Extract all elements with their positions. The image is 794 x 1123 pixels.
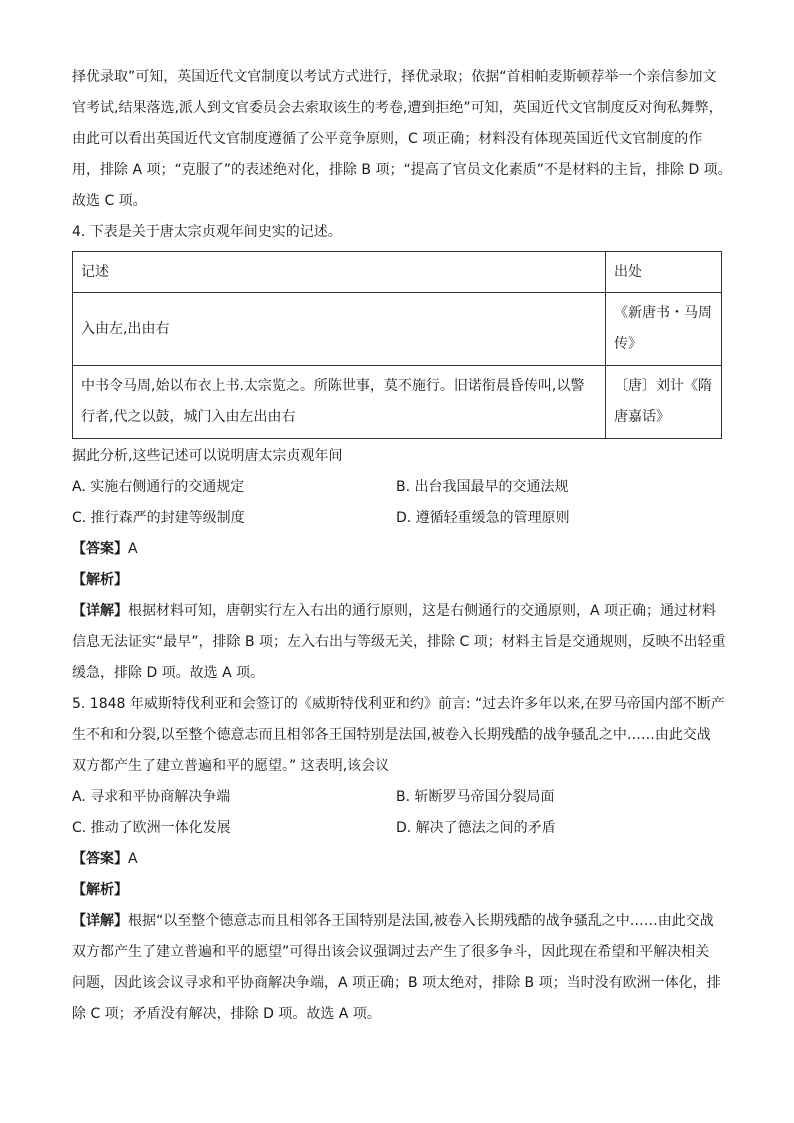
intro-explanation bbox=[72, 62, 732, 217]
text-line bbox=[72, 596, 722, 627]
answer-value: A bbox=[128, 851, 138, 867]
text-line: 用，排除 A 项；“克服了”的表述绝对化，排除 B 项；“提高了官员文化素质”不是材料的主旨，排除 D 项。 bbox=[72, 162, 732, 178]
table-header-cell: 记述 bbox=[73, 252, 606, 293]
cell-line: 入由左,出由右 bbox=[81, 320, 170, 337]
table-header-cell: 出处 bbox=[606, 252, 722, 293]
records-table bbox=[72, 251, 722, 439]
options-row bbox=[72, 782, 722, 813]
options-row bbox=[72, 503, 722, 534]
table-row bbox=[73, 293, 722, 366]
text-line: 5. 1848 年威斯特伐利亚和会签订的《威斯特伐利亚和约》前言: “过去许多年以来,在罗马帝国内部不断产 bbox=[72, 696, 725, 712]
option-b: B. 出台我国最早的交通法规 bbox=[396, 479, 569, 495]
cell-line: 〔唐〕刘计《隋 bbox=[614, 378, 712, 394]
question-4-prompt: 据此分析,这些记述可以说明唐太宗贞观年间 bbox=[72, 448, 343, 464]
cell-line: 中书令马周,始以布衣上书.太宗览之。所陈世事，莫不施行。旧诺衔晨昏传叫,以警 bbox=[81, 378, 585, 394]
table-cell-source bbox=[606, 366, 722, 439]
table-cell-source bbox=[606, 293, 722, 366]
table-header-row bbox=[73, 252, 722, 293]
analysis-label-text: 【解析】 bbox=[72, 572, 128, 588]
text-line: 缓急，排除 D 项。故选 A 项。 bbox=[72, 665, 265, 681]
text-line bbox=[72, 906, 722, 937]
answer-label: 【答案】 bbox=[72, 851, 128, 867]
text-line: 由此可以看出英国近代文官制度遵循了公平竞争原则，C 项正确；材料没有体现英国近代文官制度的作 bbox=[72, 131, 703, 147]
detail-text: 根据材料可知，唐朝实行左入右出的通行原则，这是右侧通行的交通原则，A 项正确；通过材料 bbox=[128, 603, 717, 619]
question-4-stem: 4. 下表是关于唐太宗贞观年间史实的记述。 bbox=[72, 224, 342, 240]
detail-text: 根据“以至整个德意志而且相邻各王国特别是法国,被卷入长期残酷的战争骚乱之中……由此交战 bbox=[128, 913, 714, 929]
text-line: 官考试,结果落选,派人到文官委员会去索取该生的考卷,遭到拒绝”可知，英国近代文官制度反对徇私舞弊， bbox=[72, 100, 723, 116]
text-line: 生不和和分裂,以至整个德意志而且相邻各王国特别是法国,被卷入长期残酷的战争骚乱之中……由此交战 bbox=[72, 727, 711, 743]
text-line: 信息无法证实“最早”，排除 B 项；左入右出与等级无关，排除 C 项；材料主旨是交通规则，反映不出轻重 bbox=[72, 634, 726, 650]
answer-line bbox=[72, 844, 722, 875]
cell-line: 《新唐书・马周 bbox=[614, 305, 712, 321]
detail-label: 【详解】 bbox=[72, 603, 128, 619]
question-5-stem bbox=[72, 689, 725, 782]
table-cell-record bbox=[73, 293, 606, 366]
text-line: 择优录取”可知，英国近代文官制度以考试方式进行，择优录取；依据“首相帕麦斯顿荐举一个亲信参加文 bbox=[72, 69, 717, 85]
answer-line bbox=[72, 534, 722, 565]
text-line: 问题，因此该会议寻求和平协商解决争端，A 项正确；B 项太绝对，排除 B 项；当时没有欧洲一体化，排 bbox=[72, 975, 721, 991]
options-row bbox=[72, 472, 722, 503]
option-d: D. 遵循轻重缓急的管理原则 bbox=[396, 510, 570, 526]
option-b: B. 斩断罗马帝国分裂局面 bbox=[396, 789, 555, 805]
answer-value: A bbox=[128, 541, 138, 557]
text-line: 除 C 项；矛盾没有解决，排除 D 项。故选 A 项。 bbox=[72, 1006, 381, 1022]
cell-line: 传》 bbox=[614, 336, 642, 352]
cell-line: 唐嘉话》 bbox=[614, 409, 670, 425]
text-line: 双方都产生了建立普遍和平的愿望。” 这表明,该会议 bbox=[72, 758, 390, 774]
text-line: 故选 C 项。 bbox=[72, 193, 147, 209]
text-line: 双方都产生了建立普遍和平的愿望”可得出该会议强调过去产生了很多争斗，因此现在希望和平解决相关 bbox=[72, 944, 710, 960]
option-a: A. 寻求和平协商解决争端 bbox=[72, 789, 231, 805]
answer-label: 【答案】 bbox=[72, 541, 128, 557]
option-a: A. 实施右侧通行的交通规定 bbox=[72, 479, 245, 495]
detail-label: 【详解】 bbox=[72, 913, 128, 929]
detail-paragraph bbox=[72, 906, 722, 1030]
option-d: D. 解决了德法之间的矛盾 bbox=[396, 820, 556, 836]
analysis-label bbox=[72, 875, 722, 906]
options-row bbox=[72, 813, 722, 844]
analysis-label-text: 【解析】 bbox=[72, 882, 128, 898]
document-page bbox=[72, 62, 732, 1030]
table-row bbox=[73, 366, 722, 439]
detail-paragraph bbox=[72, 596, 726, 689]
option-c: C. 推动了欧洲一体化发展 bbox=[72, 820, 231, 836]
table-cell-record bbox=[73, 366, 606, 439]
cell-line: 行者,代之以鼓，城门入由左出由右 bbox=[81, 409, 296, 425]
option-c: C. 推行森严的封建等级制度 bbox=[72, 510, 245, 526]
analysis-label bbox=[72, 565, 722, 596]
